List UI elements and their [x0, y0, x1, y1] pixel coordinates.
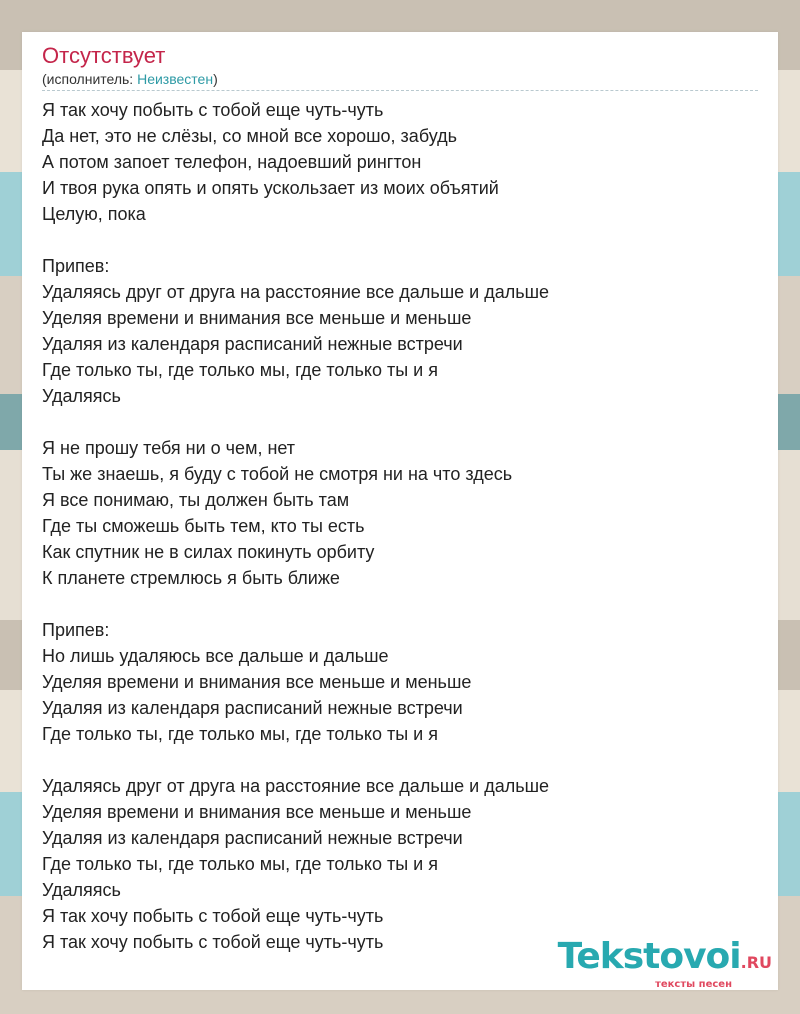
lyrics-stanza: [42, 435, 758, 591]
lyrics-line: Удаляя из календаря расписаний нежные встречи: [42, 334, 463, 354]
song-title: Отсутствует: [42, 43, 166, 68]
lyrics-line: Я так хочу побыть с тобой еще чуть-чуть: [42, 906, 384, 926]
lyrics-line: Как спутник не в силах покинуть орбиту: [42, 542, 375, 562]
lyrics-line: Удаляясь друг от друга на расстояние все дальше и дальше: [42, 282, 550, 302]
logo-main-text: Tekstovoi: [557, 936, 741, 977]
lyrics-line: Припев:: [42, 620, 110, 640]
lyrics-line: Где только ты, где только мы, где только ты и я: [42, 724, 438, 744]
site-logo[interactable]: [557, 936, 772, 990]
lyrics-line: Я не прошу тебя ни о чем, нет: [42, 438, 296, 458]
lyrics-line: Удаляя из календаря расписаний нежные встречи: [42, 698, 463, 718]
lyrics-line: Уделяя времени и внимания все меньше и меньше: [42, 308, 472, 328]
lyrics-stanza: [42, 97, 758, 227]
lyrics-line: Удаляясь: [42, 880, 121, 900]
lyrics-line: Удаляясь: [42, 386, 121, 406]
lyrics-line: Я так хочу побыть с тобой еще чуть-чуть: [42, 932, 384, 952]
lyrics-stanza: [42, 773, 758, 955]
lyrics-line: И твоя рука опять и опять ускользает из моих объятий: [42, 178, 499, 198]
lyrics-line: Где ты сможешь быть тем, кто ты есть: [42, 516, 365, 536]
lyrics-line: А потом запоет телефон, надоевший рингтон: [42, 152, 422, 172]
logo-tagline: тексты песен: [655, 979, 732, 990]
lyrics-line: Где только ты, где только мы, где только ты и я: [42, 854, 438, 874]
artist-suffix: ): [213, 71, 218, 87]
artist-line: [42, 70, 758, 91]
logo-suffix: .RU: [740, 953, 772, 972]
lyrics-line: Припев:: [42, 256, 110, 276]
lyrics-line: Целую, пока: [42, 204, 146, 224]
logo-wordmark: [557, 936, 772, 981]
lyrics-line: Ты же знаешь, я буду с тобой не смотря ни на что здесь: [42, 464, 513, 484]
lyrics-card: [22, 32, 778, 990]
lyrics-line: К планете стремлюсь я быть ближе: [42, 568, 340, 588]
lyrics-line: Я так хочу побыть с тобой еще чуть-чуть: [42, 100, 384, 120]
lyrics-line: Удаляясь друг от друга на расстояние все дальше и дальше: [42, 776, 550, 796]
lyrics-stanza: [42, 617, 758, 747]
lyrics-line: Да нет, это не слёзы, со мной все хорошо, забудь: [42, 126, 458, 146]
lyrics-stanza: [42, 253, 758, 409]
lyrics-line: Удаляя из календаря расписаний нежные встречи: [42, 828, 463, 848]
lyrics-line: Уделяя времени и внимания все меньше и меньше: [42, 672, 472, 692]
lyrics-line: Где только ты, где только мы, где только ты и я: [42, 360, 438, 380]
artist-link[interactable]: Неизвестен: [137, 71, 214, 87]
lyrics-body: [42, 97, 758, 955]
artist-prefix: (исполнитель:: [42, 71, 138, 87]
lyrics-line: Уделяя времени и внимания все меньше и меньше: [42, 802, 472, 822]
lyrics-line: Но лишь удаляюсь все дальше и дальше: [42, 646, 389, 666]
lyrics-line: Я все понимаю, ты должен быть там: [42, 490, 350, 510]
